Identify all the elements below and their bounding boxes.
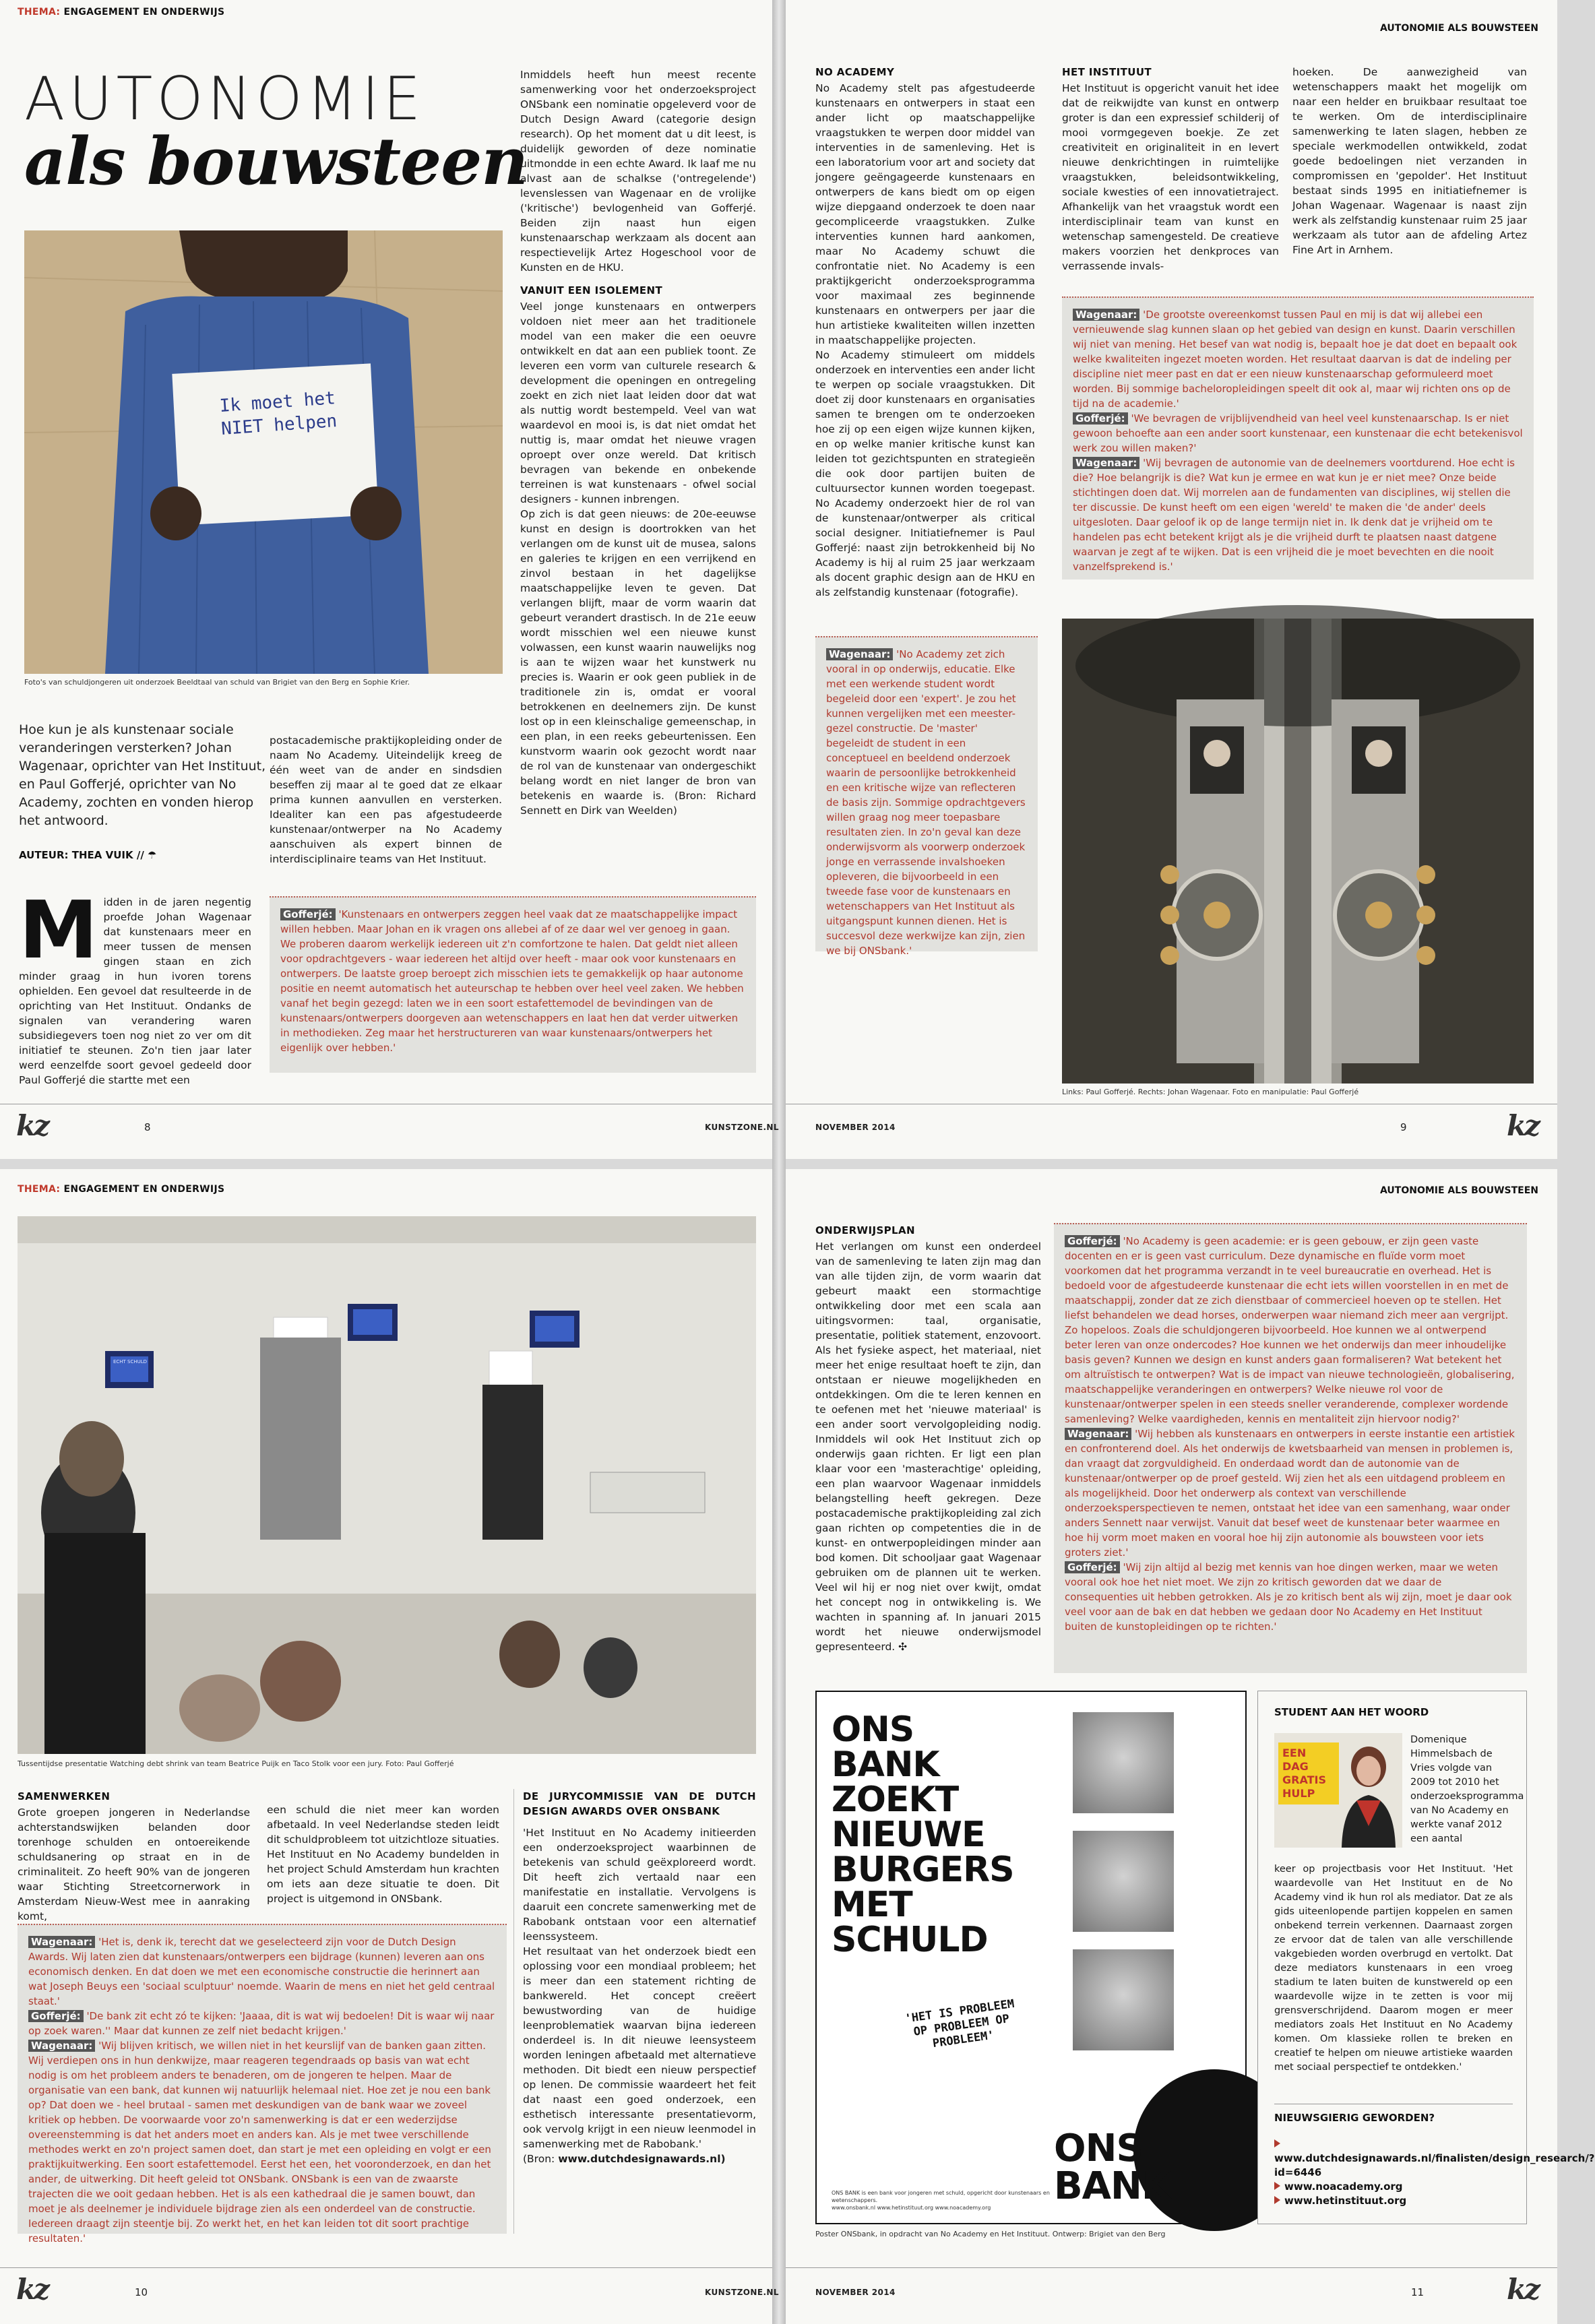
quote-box-dialogue: Wagenaar: 'Het is, denk ik, terecht dat we geselecteerd zijn voor de Dutch Design Awards. Wij laten zien dat kunstenaars/ontwerpers een bijdrage (kunnen) leveren aan ons economisch denken. En dat doen we met een economische constructie die herinnert aan wat Joseph Beuys een 'sociaal sculptuur' noemde. Waarin de mens en niet het geld centraal staat.' Gofferjé: 'De bank zit echt zó te kijken: 'Jaaaa, dit is wat wij bedoelen! Dit is waar wij naar op zoek waren.'' Maar dat kunnen ze zelf niet bedacht krijgen.' Wagenaar: 'Wij blijven kritisch, we willen niet in het keurslijf van de banken gaan zitten. Wij verdiepen ons in hun denkwijze, maar reageren tegendraads op basis van wat echt nodig is om het probleem anders te benaderen, om de jongeren te helpen. Maar de organisatie van een bank, dat kunnen wij natuurlijk helemaal niet. Hoe zet je nou een bank op? Dat doen we - heel brutaal - samen met deskundigen van de bank waar we zoveel kritiek op hebben. De voorwaarde voor zo'n samenwerking is dat er een wederzijdse overeenstemming is dat het anders moet en anders kan. Als je met twee verschillende methodes werkt en zo'n project samen doet, dan start je met een opleiding en volgt er een praktijkuitwerking. Een soort estafettemodel. Eerst het een, het vooronderzoek, en dan het ander, de uitwerking. Dit heeft geleid tot ONSbank. ONSbank is een van de zwaarste trajecten die we ooit gedaan hebben. Het is als een kathedraal die je samen bouwt, dan moet je als deelnemer je individuele bijdrage zien als een onderdeel van de constructie. Iedereen draagt zijn steentje bij. Zo werkt het, en het kan leiden tot dit soort prachtige resultaten.' <box>18 1924 507 2234</box>
arrow-icon <box>1274 2139 1280 2147</box>
screen-label: ECHT SCHULD <box>113 1359 148 1364</box>
article-title-line1: AUTONOMIE <box>24 64 425 133</box>
poster-bank-logo: ONS BANK <box>1054 2127 1170 2208</box>
footer-date: NOVEMBER 2014 <box>815 2288 896 2297</box>
photo-caption: Foto's van schuldjongeren uit onderzoek Beeldtaal van schuld van Brigiet van den Berg en Sophie Krier. <box>24 678 410 687</box>
presentation-illustration <box>18 1216 756 1754</box>
arrow-icon <box>1274 2196 1280 2204</box>
arrow-icon <box>1274 2182 1280 2190</box>
sign-handwriting: Ik moet het NIET helpen <box>218 388 338 439</box>
poster-slogan: 'HET IS PROBLEEM OP PROBLEEM OP PROBLEEM' <box>904 1997 1015 2051</box>
link-list <box>1274 2137 1595 2208</box>
body-column-3: Inmiddels heeft hun meest recente samenwerking voor het onderzoeksproject ONSbank een nominatie opgeleverd voor de Dutch Design Award (categorie design research). Op het moment dat u dit leest, is duidelijk geworden of deze nominatie uitmondde in een echte Award. Ik laaf me nu alvast aan de schalkse ('ontregelende') levenslessen van Wagenaar en de vrolijke ('kritische') bevlogenheid van Gofferjé. Beiden zijn naast hun eigen kunstenaarschap werkzaam als docent aan respectievelijk Artez Hogeschool voor de Kunsten en de HKU. VANUIT EEN ISOLEMENT Veel jonge kunstenaars en ontwerpers voldoen niet meer aan het traditionele model van een maker die een oeuvre ontwikkelt en dat aan een publiek toont. Ze leveren een vorm van culturele research & development die openingen en ontregeling zoekt en zich niet laat leiden door dat wat als nuttig wordt bestempeld. Veel van wat waardevol en mooi is, is dat niet omdat het nuttig is, maar omdat het nieuwe vragen oproept over onze wereld. Dat kritisch bevragen van bekende en onbekende terreinen is wat kunstenaars - ofwel social designers - kunnen inbrengen. Op zich is dat geen nieuws: de 20e-eeuwse kunst en design is doortrokken van het verlangen om de kunst uit de musea, salons en galeries te krijgen en een verrijkend en zinvol bestaan in het dagelijkse maatschappelijke leven te geven. Dat verlangen blijft, maar de vorm waarin dat gebeurt verandert drastisch. In de 21e eeuw wordt misschien wel een nieuwe kunst volwassen, een kunst waarin nauwelijks nog is aan te wijzen waar het kunstwerk nu precies is. Waarin er ook geen publiek in de traditionele zin is, omdat er vooral betrokkenen en deelnemers zijn. De kunst lost op in een kleinschalige gemeenschap, in een plan, in een reeks gebeurtenissen. Een kunstvorm waarin ook gezocht wordt naar de rol van de kunstenaar van ondergeschikt belang wordt en niet langer de bron van betekenis en waarde is. (Bron: Richard Sennett en Dirk van Weelden) <box>520 69 756 817</box>
jury-heading: DE JURYCOMMISSIE VAN DE DUTCH DESIGN AWARDS OVER ONSBANK <box>523 1790 756 1817</box>
student-box <box>1257 1691 1595 2224</box>
kunstzone-logo: kz <box>1507 1109 1538 1142</box>
photo-caption: Links: Paul Gofferjé. Rechts: Johan Wagenaar. Foto en manipulatie: Paul Gofferjé <box>1062 1088 1359 1096</box>
quote-box-wagenaar: Wagenaar: 'No Academy zet zich vooral in op onderwijs, educatie. Elke met een werkende student wordt begeleid door een 'expert'. Je zou het kunnen vergelijken met een meester-gezel constructie. De 'master' begeleidt de student in een conceptueel en beeldend onderzoek waarin de persoonlijke betrokkenheid en een kritische wijze van reflecteren de basis zijn. Sommige opdrachtgevers willen graag nog meer toepasbare resultaten zien. In zo'n geval kan deze onderwijsvorm als voorwerp onderzoek jonge en verrassende invalshoeken opleveren, die bijvoorbeeld in een tweede fase voor de kunstenaars en wetenschappers van Het Instituut als uitgangspunt kunnen dienen. Het is succesvol deze werkwijze kan zijn, zien we bij ONSbank.' <box>815 636 1038 951</box>
page-8 <box>0 0 779 1159</box>
photo-caption: Tussentijdse presentatie Watching debt shrink van team Beatrice Puijk en Taco Stolk voor een jury. Foto: Paul Gofferjé <box>18 1759 454 1768</box>
photo-presentation-jury <box>18 1216 756 1754</box>
kunstzone-logo: kz <box>16 2273 48 2306</box>
subheading-no-academy: NO ACADEMY <box>815 66 895 78</box>
thema-label: THEMA: ENGAGEMENT EN ONDERWIJS <box>18 7 225 18</box>
poster-headline: ONS BANK ZOEKT NIEUWE BURGERS MET SCHULD <box>832 1709 1014 1960</box>
quote-box-dialogue-1: Wagenaar: 'De grootste overeenkomst tussen Paul en mij is dat wij allebei een vernieuwende slag kunnen slaan op het gebied van design en kunst. Daarin verschillen wij niet van mening. Het besef van wat nodig is, bepaalt hoe je dat doet en bepaalt ook welke kwaliteiten ingezet moeten worden. Het resultaat daarvan is dat de indeling per discipline niet meer past en dat er een nieuw kunstenaarschap geformuleerd moet worden. Bij sommige bacheloropleidingen speelt dit ook al, maar wij richten ons op de tijd na de academie.' Gofferjé: 'We bevragen de vrijblijvendheid van heel veel kunstenaarschap. Is er niet gewoon behoefte aan een ander soort kunstenaar, een kunstenaar die echt betekenisvol werk zou willen maken?' Wagenaar: 'Wij bevragen de autonomie van de deelnemers voortdurend. Hoe echt is die? Hoe belangrijk is die? Wat kun je ermee en wat kun je er niet mee? Onze beide stichtingen doen dat. Wij morrelen aan de fundamenten van disciplines, wij stellen die ter discussie. De kunst heeft om een eigen 'wereld' te maken die 'de ander' deels uitgesloten. Daar geloof ik op de lange termijn niet in. Ik denk dat je vrijheid om te handelen pas echt betekent krijgt als je die vrijheid durft te plaatsen naast datgene waarvan je zegt af te wijken. Dat is een vrijheid die je moet bevechten en die nooit vanzelfsprekend is.' <box>1062 296 1534 579</box>
poster-caption: Poster ONSbank, in opdracht van No Academy en Het Instituut. Ontwerp: Brigiet van den Berg <box>815 2230 1166 2238</box>
subheading-samenwerken: SAMENWERKEN <box>18 1790 111 1802</box>
link-item[interactable]: www.hetinstituut.org <box>1274 2194 1517 2208</box>
umbrella-icon: ☂ <box>148 849 157 861</box>
poster-small-print: ONS BANK is een bank voor jongeren met schuld, opgericht door kunstenaars en wetenschappers. www.onsbank.nl www.hetinstituut.org www.noacademy.org <box>832 2190 1050 2211</box>
section-label: AUTONOMIE ALS BOUWSTEEN <box>1380 23 1538 34</box>
page-number: 10 <box>135 2286 148 2298</box>
column-no-academy: NO ACADEMY No Academy stelt pas afgestudeerde kunstenaars en ontwerpers in staat een ander licht op maatschappelijke vraagstukken te werpen door middel van interventies in de samenleving. Het is een laboratorium voor art and society dat jongere geëngageerde kunstenaars en ontwerpers de kans biedt om op eigen wijze diepgaand onderzoek te doen naar gecompliceerde vraagstukken. Zulke interventies kunnen hard aankomen, maar No Academy schuwt die confrontatie niet. No Academy is een praktijkgericht onderzoeksprogramma voor maximaal zes beginnende kunstenaars en ontwerpers per jaar die hun artistieke kwaliteiten willen inzetten in maatschappelijke projecten. No Academy stimuleert om middels onderzoek en interventies een ander licht te werpen op sociale vraagstukken. Dit doet zij door kunstenaars en organisaties samen te brengen om te onderzoeken hoe zij op een eigen wijze kunnen kijken, en op welke manier kritische kunst kan leiden tot gezichtspunten en strategieën die ook door partijen buiten de cultuursector kunnen worden toegepast. No Academy onderzoekt hier de rol van de kunstenaar/ontwerper als critical social designer. Initiatiefnemer is Paul Gofferjé: naast zijn betrokkenheid bij No Academy is hij al ruim 25 jaar werkzaam als docent graphic design aan de HKU en als zelfstandig kunstenaar (fotografie). <box>815 66 1035 598</box>
poster-photo-2 <box>1073 1831 1174 1932</box>
page-number: 9 <box>1400 1121 1407 1133</box>
body-column-1: SAMENWERKEN Grote groepen jongeren in Nederlandse achterstandswijken belanden door torenhoge schulden en ontoereikende schuldsanering op straat en in de criminaliteit. Zo heeft 90% van de jongeren waar Stichting Streetcornerwork in Amsterdam Nieuw-West mee in aanraking komt, <box>18 1790 250 1922</box>
magazine-spine <box>772 0 786 2324</box>
quote-box-gofferje: Gofferjé: 'Kunstenaars en ontwerpers zeggen heel vaak dat ze maatschappelijke impact willen hebben. Maar Johan en ik vragen ons allebei af of ze daar wel ver genoeg in gaan. We proberen daarom werkelijk iedereen uit z'n comfortzone te halen. Dat geldt niet alleen voor opdrachtgevers - waar iedereen het altijd over heeft - maar ook voor kunstenaars en ontwerpers. De laatste groep beroept zich misschien iets te gemakkelijk op haar autonome positie en neemt automatisch het auteurschap te hebben over heel veel zaken. We hebben vanaf het begin gezegd: laten we in een soort estafettemodel de bevindingen van de kunstenaars/ontwerpers doorgeven aan wetenschappers en laat hen dat verder uitwerken in methodieken. Zeg maar het herstructureren van waar kunstenaars/ontwerpers het eigenlijk over hebben.' <box>270 896 756 1073</box>
nieuwsgierig-heading: NIEUWSGIERIG GEWORDEN? <box>1274 2112 1435 2124</box>
student-text-b: keer op projectbasis voor Het Instituut. 'Het waardevolle van Het Instituut en de No Academy vind ik hun rol als mediator. Dat ze als gids uiteenlopende partijen koppelen en samen onbekend terrein verkennen. Daarnaast zorgen ze ervoor dat de talen van alle verschillende vakgebieden worden overbrugd en vertolkt. Dat deze mediators kunstenaars in een vroeg stadium te laten buiten de kunstwereld op een waardevolle wijze in te zetten is voor mij grensverschrijdend. Daarom mogen er meer mediators zoals Het Instituut en No Academy komen. Om klassieke rollen te breken en creatief te helpen om nieuwe artistieke waarden met sociaal perspectief te ontdekken.' <box>1274 1864 1513 2073</box>
link-item[interactable]: www.noacademy.org <box>1274 2180 1517 2194</box>
footer-date: NOVEMBER 2014 <box>815 1123 896 1132</box>
student-portrait <box>1336 1738 1401 1848</box>
kunstzone-logo: kz <box>16 1109 48 1142</box>
body-column-1: Midden in de jaren negentig proefde Johan Wagenaar dat kunstenaars meer en meer tussen de mensen gingen staan en zich minder graag in hun ivoren torens ophielden. Een gevoel dat resulteerde in de oprichting van Het Instituut. Ondanks de signalen van verandering waren subsidiegevers toen nog niet zo ver om dit initiatief te steunen. Zo'n tien jaar later werd eenzelfde soort gevoel gedeeld door Paul Gofferjé die startte met een <box>19 883 251 1086</box>
source-link[interactable]: www.dutchdesignawards.nl) <box>558 2153 726 2165</box>
column-het-instituut-cont: hoeken. De aanwezigheid van wetenschappers maakt het mogelijk om naar een helder en bruikbaar resultaat toe te werken. Om de interdisciplinaire samenwerking te laten slagen, hebben ze speciale werkmodellen ontwikkeld, zodat goede bedoelingen niet verzanden in compromissen en 'gepolder'. Het Instituut bestaat sinds 1995 en initiatiefnemer is Johan Wagenaar. Wagenaar is naast zijn werk als zelfstandig kunstenaar ruim 25 jaar werkzaam als tutor aan de afdeling Artez Fine Art in Arnhem. <box>1292 66 1527 256</box>
link-item[interactable]: www.dutchdesignawards.nl/finalisten/design_research/?id=6446 <box>1274 2137 1517 2180</box>
column-onderwijsplan: ONDERWIJSPLAN Het verlangen om kunst een onderdeel van de samenleving te laten zijn mag dan van alle tijden zijn, de vorm waarin dat gebeurt maakt een stormachtige ontwikkeling door met een scala aan uitingsvormen: taal, organisatie, presentatie, politiek statement, enzovoort. Als het fysieke aspect, het materiaal, niet meer het enige resultaat hoeft te zijn, dan ontstaan er nieuwe mogelijkheden en ontdekkingen. Om die te leren kennen en te oefenen met het 'nieuwe materiaal' is een ander soort vervolgopleiding nodig. Inmiddels wil ook Het Instituut zich op onderwijs gaan richten. Er ligt een plan klaar voor een 'masterachtige' opleiding, een plan waarvoor Wagenaar inmiddels belangstelling heeft gekregen. Deze postacademische praktijkopleiding zal zich gaan richten op competenties die in de kunst- en ontwerpopleidingen minder aan bod komen. Dit schooljaar gaat Wagenaar gebruiken om de plannen uit te werken. Veel wil hij er nog niet over kwijt, omdat het concept nog in ontwikkeling is. We wachten in spanning af. In januari 2015 wordt het nieuwe onderwijsmodel gepresenteerd. ✣ <box>815 1224 1041 1653</box>
page-number: 11 <box>1411 2286 1425 2298</box>
article-title-line2: als bouwsteen <box>24 123 528 199</box>
section-label: AUTONOMIE ALS BOUWSTEEN <box>1380 1185 1538 1196</box>
footer-site: KUNSTZONE.NL <box>705 1123 779 1132</box>
subheading-onderwijsplan: ONDERWIJSPLAN <box>815 1224 915 1236</box>
body-column-2: postacademische praktijkopleiding onder de naam No Academy. Uiteindelijk kreeg de één weet van de ander en sindsdien beseffen zij maar al te goed dat ze elkaar prima kunnen aanvullen en versterken. Idealiter kan een pas afgestudeerde kunstenaar/ontwerper na No Academy aanschuiven als expert binnen de interdisciplinaire teams van Het Instituut. <box>270 734 502 865</box>
onsbank-poster <box>815 1691 1247 2224</box>
kunstzone-logo: kz <box>1507 2273 1538 2306</box>
photo-illustration <box>24 230 503 674</box>
page-9 <box>786 0 1557 1159</box>
author-byline: AUTEUR: THEA VUIK // ☂ <box>19 849 157 861</box>
dropcap: M <box>19 883 98 976</box>
page-number: 8 <box>144 1121 151 1133</box>
thema-label: THEMA: ENGAGEMENT EN ONDERWIJS <box>18 1184 225 1195</box>
page-10 <box>0 1169 779 2324</box>
subheading-het-instituut: HET INSTITUUT <box>1062 66 1152 78</box>
page-11 <box>786 1169 1595 2324</box>
photo-young-man-with-sign <box>24 230 503 674</box>
book-cover: EEN DAG GRATIS HULP <box>1278 1742 1339 1804</box>
jury-column: DE JURYCOMMISSIE VAN DE DUTCH DESIGN AWARDS OVER ONSBANK 'Het Instituut en No Academy initieerden een onderzoeksproject waarbinnen de betekenis van schuld geëxploreerd wordt. Dit heeft zich vertaald naar een manifestatie en installatie. Vervolgens is daaruit een concrete samenwerking met de Rabobank ontstaan voor een alternatief leenssysteem. Het resultaat van het onderzoek biedt een oplossing voor een mondiaal probleem; het is meer dan een statement richting de bankwereld. Het concept creëert bewustwording van de huidige leenproblematiek waarvan bijna iedereen onderdeel is. In dit nieuwe leensysteem worden leningen afbetaald met alternatieve methoden. Dit biedt een nieuw perspectief op lenen. De commissie waardeert het feit dat naast een goed onderzoek, een esthetisch interessante presentatievorm, ook vervolg krijgt in een nieuw leenmodel in samenwerking met de Rabobank.' (Bron: www.dutchdesignawards.nl) <box>523 1790 756 2165</box>
column-het-instituut: HET INSTITUUT Het Instituut is opgericht vanuit het idee dat de reikwijdte van kunst en ontwerp groter is dan een expressief schilderij of mooi vormgegeven boekje. Ze zet creativiteit en originaliteit in en levert nieuwe denkrichtingen in ruimtelijke vraagstukken, beleidsontwikkeling, sociale kwesties of een innovatietraject. Afhankelijk van het vraagstuk wordt een interdisciplinair team van kunst en wetenschap samengesteld. De creatieve makers voorzien het denkproces van verrassende invals- <box>1062 66 1279 272</box>
footer-site: KUNSTZONE.NL <box>705 2288 779 2297</box>
article-intro: Hoe kun je als kunstenaar sociale veranderingen versterken? Johan Wagenaar, oprichter van Het Instituut, en Paul Gofferjé, oprichter van No Academy, zochten en vonden hierop het antwoord. <box>19 722 266 828</box>
student-photo <box>1274 1733 1402 1848</box>
subheading-isolement: VANUIT EEN ISOLEMENT <box>520 284 663 296</box>
student-text-a: Domenique Himmelsbach de Vries volgde van 2009 tot 2010 het onderzoeksprogramma van No Academy en werkte vanaf 2012 een aantal <box>1410 1734 1524 1844</box>
poster-photo-1 <box>1073 1712 1174 1813</box>
poster-photo-3 <box>1073 1949 1174 2050</box>
photo-vault-door <box>1062 619 1534 1084</box>
quote-box-dialogue: Gofferjé: 'No Academy is geen academie: er is geen gebouw, er zijn geen vaste docenten en er is geen vast curriculum. Deze dynamische en fluïde vorm moet voorkomen dat het programma verzandt in te veel bureaucratie en overhead. Het is bedoeld voor de afgestudeerde kunstenaar die echt iets willen voorstellen in en met de maatschappij, zonder dat ze zich dienstbaar of commercieel hoeven op te stellen. Het liefst behandelen we dead horses, onderwerpen waar niemand zich meer aan vergrijpt. Zo hopeloos. Zoals die schuldjongeren bijvoorbeeld. Hoe kunnen we al ontwerpend beter leren van onze ondercodes? Hoe kunnen we het onderwijs dan meer inhoudelijke basis geven? Kunnen we design en kunst anders gaan formaliseren? Wat betekent het om altruïstisch te ontwerpen? Wat is de impact van nieuwe technologieën, globalisering, maatschappelijke veranderingen en ontwerpers? Welke nieuwe rol voor de kunstenaar/ontwerper spelen in een steeds sneller veranderende, complexer wordende samenleving? Welke vaardigheden, kennis en mentaliteit zijn hiervoor nodig?' Wagenaar: 'Wij hebben als kunstenaars en ontwerpers in eerste instantie een artistiek en confronterend doel. Als het onderwijs de kwetsbaarheid van mensen in problemen is, dan vraagt dat zorgvuldigheid. En onderdaad wordt dan de autonomie van de kunstenaar/ontwerper op de proef gesteld. Wij zien het als een uitdagend probleem en als mogelijkheid. Door het onderwerp als context van verschillende onderzoeksperspectieven te nemen, ontstaat het idee van een samenhang, waar onder anders Sennett naar verwijst. Vanuit dat besef weet de kunstenaar beter waarmee en hoe hij vorm moet maken en vooral hoe hij zijn autonomie als bouwsteen voor iets groters ziet.' Gofferjé: 'Wij zijn altijd al bezig met kennis van hoe dingen werken, maar we weten vooral ook hoe het niet moet. We zijn zo kritisch geworden dat we daar de consequenties uit hebben getrokken. Als je zo kritisch bent als wij zijn, moet je daar ook veel voor aan de bak en dat hebben we gedaan door No Academy en Het Instituut buiten de kunstopleidingen op te richten.' <box>1054 1223 1527 1673</box>
body-column-2: een schuld die niet meer kan worden afbetaald. In veel Nederlandse steden leidt dit schuldprobleem tot uitzichtloze situaties. Het Instituut en No Academy bundelden in het project Schuld Amsterdam hun krachten om iets aan deze situatie te doen. Dit project is uitgemond in ONSbank. <box>267 1804 499 1905</box>
vault-illustration <box>1062 619 1534 1084</box>
student-heading: STUDENT AAN HET WOORD <box>1274 1706 1429 1718</box>
